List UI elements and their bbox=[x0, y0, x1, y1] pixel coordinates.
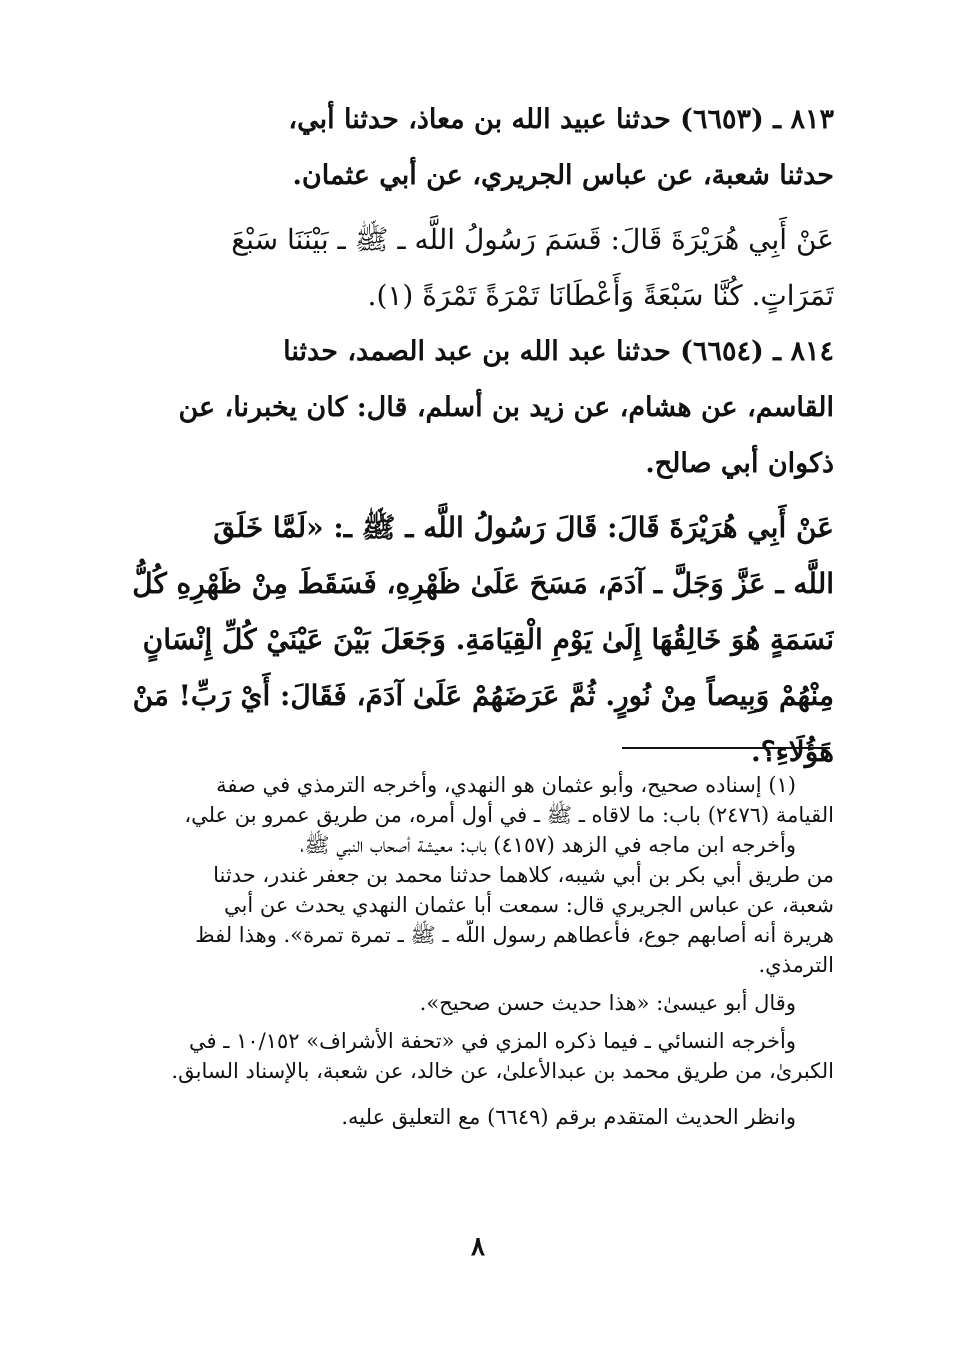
text-line: شعبة، عن عباس الجريري قال: سمعت أبا عثمان النهدي يحدث عن أبي bbox=[224, 893, 834, 917]
footnote-paragraph bbox=[128, 1102, 834, 1132]
text-line: حدثنا شعبة، عن عباس الجريري، عن أبي عثمان. bbox=[292, 160, 834, 191]
text-line: القاسم، عن هشام، عن زيد بن أسلم، قال: كان يخبرنا، عن bbox=[178, 392, 834, 423]
text-line: مِنْهُمْ وَبِيصاً مِنْ نُورٍ. ثُمَّ عَرَضَهُمْ عَلَىٰ آدَمَ، فَقَالَ: أَيْ رَبِّ! مَنْ bbox=[132, 679, 834, 712]
text-line: ٨١٤ ـ (٦٦٥٤) حدثنا عبد الله بن عبد الصمد، حدثنا bbox=[283, 336, 834, 367]
text-line: القيامة (٢٤٧٦) باب: ما لاقاه ـ ﷺ ـ في أول أمره، من طريق عمرو بن علي، bbox=[184, 803, 834, 827]
text-line: (١) إسناده صحيح، وأبو عثمان هو النهدي، وأخرجه الترمذي في صفة bbox=[216, 773, 796, 797]
text-line: الكبرىٰ، من طريق محمد بن عبدالأعلىٰ، عن خالد، عن شعبة، بالإسناد السابق. bbox=[171, 1059, 834, 1083]
footnote-paragraph bbox=[128, 988, 834, 1018]
text-line: ذكوان أبي صالح. bbox=[645, 448, 834, 479]
text-line: هَؤُلَاءِ؟. bbox=[751, 735, 834, 768]
main-text bbox=[128, 92, 834, 780]
text-line: وأخرجه ابن ماجه في الزهد (٤١٥٧) باب: معيشة أصحاب النبي ﷺ، bbox=[300, 833, 796, 857]
text-line: نَسَمَةٍ هُوَ خَالِقُهَا إِلَىٰ يَوْمِ الْقِيَامَةِ. وَجَعَلَ بَيْنَ عَيْنَيْ كُلِّ إِنْسَانٍ bbox=[142, 623, 834, 656]
text-line: الترمذي. bbox=[758, 953, 834, 977]
text-line: من طريق أبي بكر بن أبي شيبه، كلاهما حدثنا محمد بن جعفر غندر، حدثنا bbox=[213, 863, 834, 887]
text-line: وقال أبو عيسىٰ: «هذا حديث حسن صحيح». bbox=[419, 991, 796, 1015]
footnotes bbox=[128, 770, 834, 1132]
hadith-814-matn bbox=[128, 500, 834, 780]
text-line: اللَّه ـ عَزَّ وَجَلَّ ـ آدَمَ، مَسَحَ عَلَىٰ ظَهْرِهِ، فَسَقَطَ مِنْ ظَهْرِهِ كُلُّ bbox=[132, 567, 834, 600]
text-line: هريرة أنه أصابهم جوع، فأعطاهم رسول اللّه ـ ﷺ ـ تمرة تمرة». وهذا لفظ bbox=[195, 923, 834, 947]
text-line: وأخرجه النسائي ـ فيما ذكره المزي في «تحفة الأشراف» ١٠/١٥٢ ـ في bbox=[189, 1029, 796, 1053]
text-line: ٨١٣ ـ (٦٦٥٣) حدثنا عبيد الله بن معاذ، حدثنا أبي، bbox=[288, 104, 834, 135]
hadith-813-isnad bbox=[128, 92, 834, 204]
page-number: ٨ bbox=[471, 1232, 485, 1262]
text-line: عَنْ أَبِي هُرَيْرَةَ قَالَ: قَالَ رَسُولُ اللَّه ـ ﷺ ـ: «لَمَّا خَلَقَ bbox=[213, 511, 834, 544]
footnote-divider bbox=[622, 747, 830, 749]
footnote-paragraph bbox=[128, 830, 834, 980]
footnote-paragraph bbox=[128, 1026, 834, 1086]
text-line: وانظر الحديث المتقدم برقم (٦٦٤٩) مع التعليق عليه. bbox=[341, 1105, 796, 1129]
hadith-813-matn bbox=[128, 212, 834, 324]
text-line: عَنْ أَبِي هُرَيْرَةَ قَالَ: قَسَمَ رَسُولُ اللَّه ـ ﷺ ـ بَيْنَنَا سَبْعَ bbox=[231, 223, 834, 256]
footnote-paragraph bbox=[128, 770, 834, 830]
text-line: تَمَرَاتٍ. كُنَّا سَبْعَةً وَأَعْطَانَا تَمْرَةً تَمْرَةً (١). bbox=[367, 279, 834, 312]
hadith-814-isnad bbox=[128, 324, 834, 492]
